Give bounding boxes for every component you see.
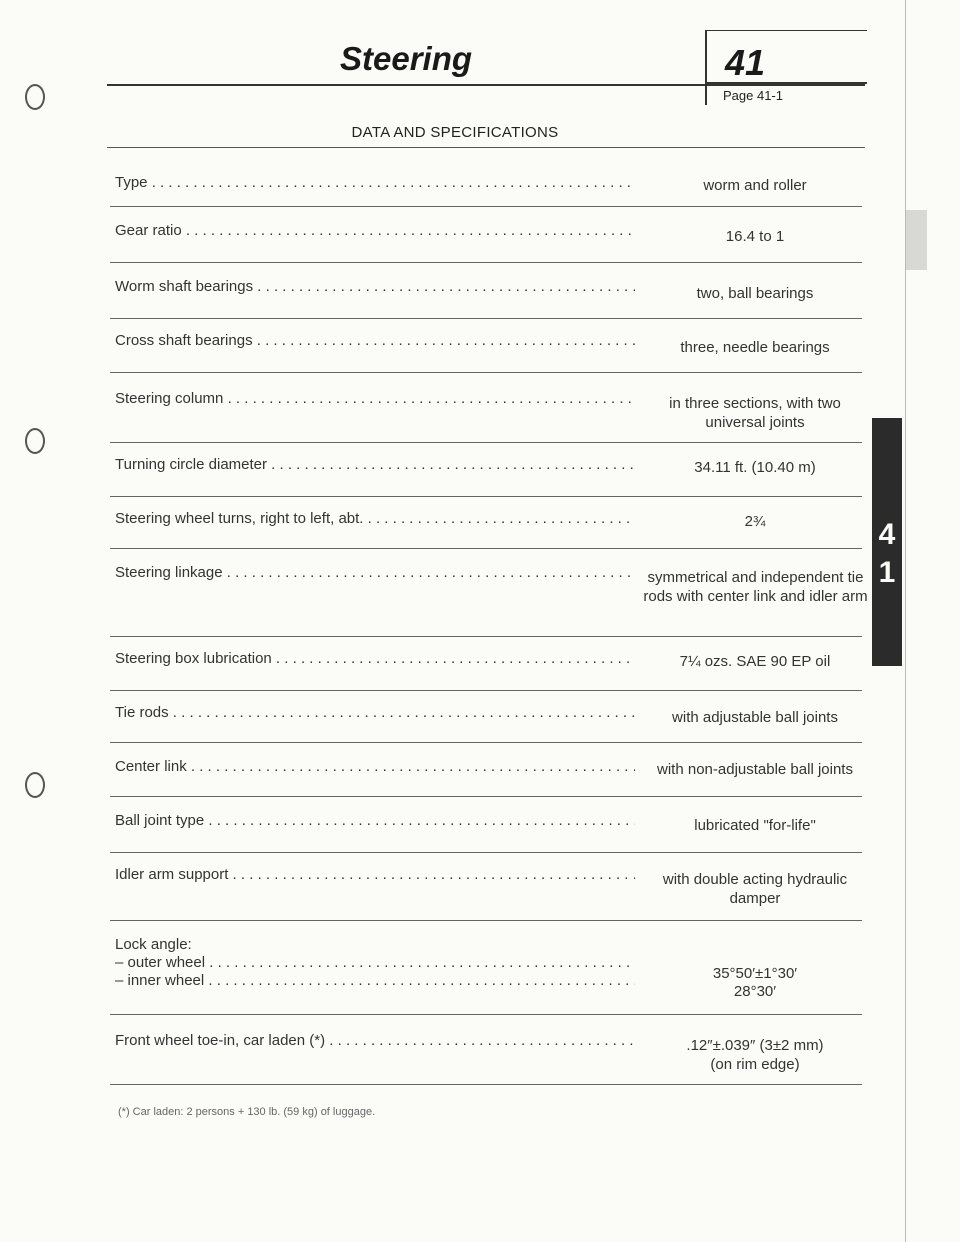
row-separator — [110, 742, 862, 743]
tab-digit-top: 4 — [878, 518, 896, 551]
page-edge-line — [905, 0, 906, 1242]
row-separator — [110, 496, 862, 497]
spec-value: in three sections, with two universal joints — [669, 395, 841, 431]
row-separator — [110, 372, 862, 373]
spec-label: Cross shaft bearings . . . — [115, 332, 635, 349]
section-box — [705, 30, 867, 105]
footnote: (*) Car laden: 2 persons + 130 lb. (59 kg) of luggage. — [118, 1106, 376, 1118]
binder-hole-bottom — [25, 772, 45, 798]
lock-angle-heading: Lock angle: — [115, 936, 192, 953]
spec-label: Steering box lubrication . . . — [115, 650, 635, 667]
row-separator — [110, 548, 862, 549]
spec-label: Ball joint type . . . — [115, 812, 635, 829]
row-separator — [110, 796, 862, 797]
binder-hole-middle — [25, 428, 45, 454]
spec-label: Type . . . — [115, 174, 635, 191]
spec-value: three, needle bearings — [680, 339, 830, 356]
spec-label: Turning circle diameter . . . — [115, 456, 635, 473]
spec-value: 16.4 to 1 — [725, 228, 785, 245]
section-number: 41 — [725, 42, 766, 83]
spec-section-title: DATA AND SPECIFICATIONS — [351, 124, 559, 141]
spec-value: 35°50′±1°30′ — [712, 965, 798, 982]
spec-label: Steering wheel turns, right to left, abt. . . . — [115, 510, 635, 527]
section-box-top-rule — [707, 30, 867, 31]
spec-value: with double acting hydraulic damper — [662, 871, 848, 907]
page-title: Steering — [340, 40, 473, 77]
spec-value: 2¾ — [744, 513, 766, 530]
spec-label: Center link . . . — [115, 758, 635, 775]
spec-value: .12″±.039″ (3±2 mm) (on rim edge) — [686, 1037, 824, 1073]
spec-value: with adjustable ball joints — [672, 709, 838, 726]
title-rule — [107, 147, 865, 148]
spec-value: lubricated "for-life" — [694, 817, 816, 834]
row-separator — [110, 636, 862, 637]
spec-value: worm and roller — [703, 177, 807, 194]
spec-value: symmetrical and independent tie rods with center link and idler arm — [643, 569, 868, 605]
spec-label: – outer wheel . . . — [115, 954, 635, 971]
spec-value: 7¼ ozs. SAE 90 EP oil — [679, 653, 831, 670]
tab-digit-bottom: 1 — [878, 556, 896, 589]
section-tab — [872, 418, 902, 666]
spec-value: 28°30′ — [733, 983, 777, 1000]
spec-label: Gear ratio . . . — [115, 222, 635, 239]
binder-hole-top — [25, 84, 45, 110]
spec-label: Idler arm support . . . — [115, 866, 635, 883]
header-rule — [107, 84, 865, 86]
row-separator — [110, 206, 862, 207]
spec-value: 34.11 ft. (10.40 m) — [694, 459, 816, 476]
row-separator — [110, 262, 862, 263]
row-separator — [110, 920, 862, 921]
spec-label: Tie rods . . . — [115, 704, 635, 721]
spec-label: Steering linkage . . . — [115, 564, 635, 581]
page-number-label: Page 41-1 — [723, 88, 783, 103]
scan-edge-mark — [905, 210, 927, 270]
spec-value: with non-adjustable ball joints — [657, 761, 853, 778]
spec-label: – inner wheel . . . — [115, 972, 635, 989]
spec-value: two, ball bearings — [696, 285, 814, 302]
row-separator — [110, 442, 862, 443]
row-separator — [110, 318, 862, 319]
row-separator — [110, 852, 862, 853]
row-separator — [110, 1084, 862, 1085]
spec-label: Steering column . . . — [115, 390, 635, 407]
row-separator — [110, 1014, 862, 1015]
spec-label: Front wheel toe-in, car laden (*) . . . — [115, 1032, 635, 1049]
spec-label: Worm shaft bearings . . . — [115, 278, 635, 295]
row-separator — [110, 690, 862, 691]
